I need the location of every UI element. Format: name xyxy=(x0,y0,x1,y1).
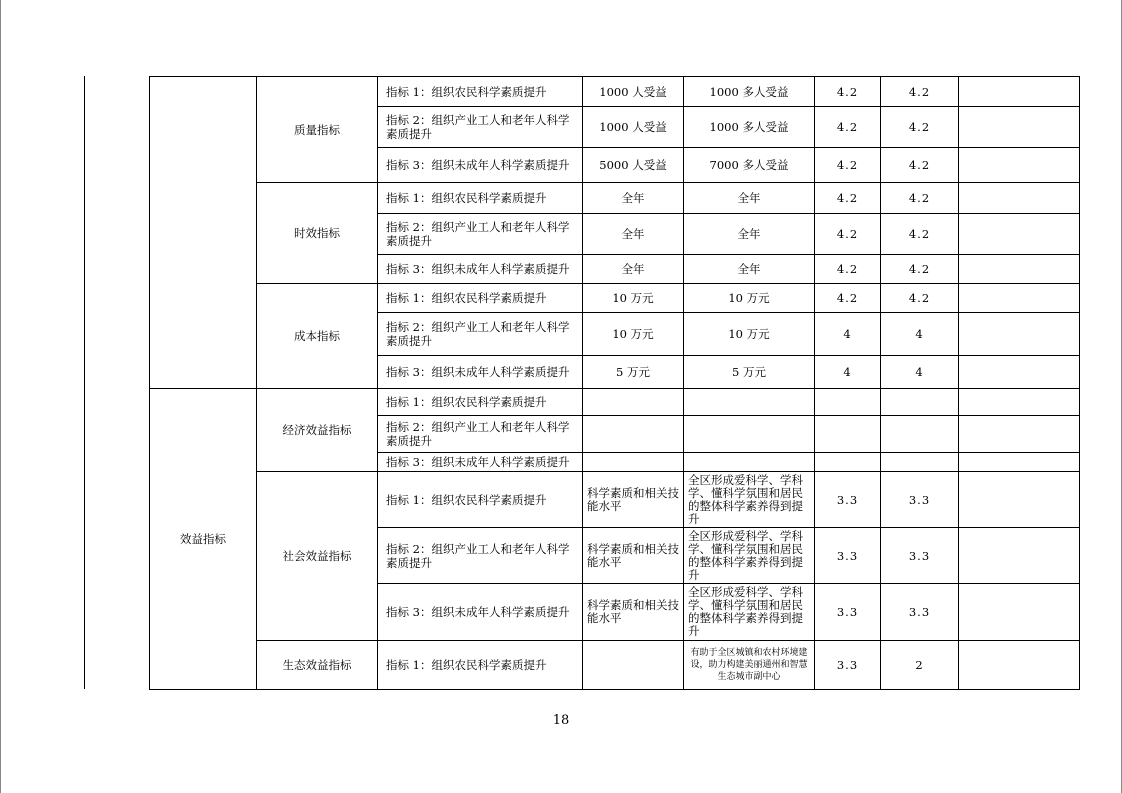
target-cell: 科学素质和相关技能水平 xyxy=(583,528,684,584)
weight-cell: 3.3 xyxy=(815,472,881,528)
actual-cell xyxy=(684,453,815,472)
target-cell: 全年 xyxy=(583,255,684,284)
remark-cell xyxy=(959,77,1080,107)
indicator-cell: 指标 3：组织未成年人科学素质提升 xyxy=(378,453,583,472)
page-number: 18 xyxy=(552,713,570,728)
indicator-cell: 指标 1：组织农民科学素质提升 xyxy=(378,389,583,416)
target-cell: 5000 人受益 xyxy=(583,148,684,183)
indicator-cell: 指标 3：组织未成年人科学素质提升 xyxy=(378,148,583,183)
table-row xyxy=(150,389,1080,416)
indicator-cell: 指标 1：组织农民科学素质提升 xyxy=(378,472,583,528)
indicator-cell: 指标 3：组织未成年人科学素质提升 xyxy=(378,584,583,641)
remark-cell xyxy=(959,453,1080,472)
indicator-cell: 指标 2：组织产业工人和老年人科学素质提升 xyxy=(378,416,583,453)
indicator-cell: 指标 1：组织农民科学素质提升 xyxy=(378,183,583,214)
weight-cell: 4.2 xyxy=(815,183,881,214)
target-cell: 1000 人受益 xyxy=(583,77,684,107)
remark-cell xyxy=(959,107,1080,148)
table-row xyxy=(150,77,1080,107)
weight-cell: 4.2 xyxy=(815,77,881,107)
group-quality: 质量指标 xyxy=(257,77,378,183)
actual-cell: 全区形成爱科学、学科学、懂科学氛围和居民的整体科学素养得到提升 xyxy=(684,584,815,641)
score-cell: 3.3 xyxy=(881,528,959,584)
table-row xyxy=(150,183,1080,214)
target-cell xyxy=(583,389,684,416)
weight-cell xyxy=(815,416,881,453)
score-cell: 4.2 xyxy=(881,255,959,284)
actual-cell: 5 万元 xyxy=(684,356,815,389)
remark-cell xyxy=(959,416,1080,453)
page-edge-left xyxy=(0,0,1,793)
group-economic: 经济效益指标 xyxy=(257,389,378,472)
indicator-cell: 指标 1：组织农民科学素质提升 xyxy=(378,77,583,107)
remark-cell xyxy=(959,183,1080,214)
actual-cell: 7000 多人受益 xyxy=(684,148,815,183)
weight-cell: 4 xyxy=(815,356,881,389)
actual-cell xyxy=(684,389,815,416)
weight-cell: 4.2 xyxy=(815,148,881,183)
score-cell: 4.2 xyxy=(881,77,959,107)
indicator-cell: 指标 2：组织产业工人和老年人科学素质提升 xyxy=(378,107,583,148)
score-cell: 3.3 xyxy=(881,584,959,641)
actual-cell: 全年 xyxy=(684,255,815,284)
target-cell: 科学素质和相关技能水平 xyxy=(583,472,684,528)
score-cell: 4.2 xyxy=(881,107,959,148)
actual-cell: 1000 多人受益 xyxy=(684,107,815,148)
indicator-cell: 指标 2：组织产业工人和老年人科学素质提升 xyxy=(378,528,583,584)
weight-cell: 4 xyxy=(815,313,881,356)
target-cell: 10 万元 xyxy=(583,313,684,356)
actual-cell: 全年 xyxy=(684,214,815,255)
score-cell: 3.3 xyxy=(881,472,959,528)
indicator-cell: 指标 2：组织产业工人和老年人科学素质提升 xyxy=(378,214,583,255)
group-timeliness: 时效指标 xyxy=(257,183,378,284)
remark-cell xyxy=(959,356,1080,389)
score-cell: 4.2 xyxy=(881,214,959,255)
weight-cell: 3.3 xyxy=(815,641,881,690)
score-cell: 4.2 xyxy=(881,183,959,214)
remark-cell xyxy=(959,148,1080,183)
target-cell xyxy=(583,453,684,472)
remark-cell xyxy=(959,389,1080,416)
indicator-cell: 指标 3：组织未成年人科学素质提升 xyxy=(378,255,583,284)
score-cell: 4.2 xyxy=(881,148,959,183)
target-cell: 1000 人受益 xyxy=(583,107,684,148)
target-cell: 10 万元 xyxy=(583,284,684,313)
score-cell xyxy=(881,416,959,453)
actual-cell xyxy=(684,416,815,453)
indicator-cell: 指标 1：组织农民科学素质提升 xyxy=(378,641,583,690)
actual-cell: 全区形成爱科学、学科学、懂科学氛围和居民的整体科学素养得到提升 xyxy=(684,528,815,584)
indicator-cell: 指标 1：组织农民科学素质提升 xyxy=(378,284,583,313)
indicator-cell: 指标 2：组织产业工人和老年人科学素质提升 xyxy=(378,313,583,356)
table-row xyxy=(150,284,1080,313)
weight-cell: 4.2 xyxy=(815,255,881,284)
group-cost: 成本指标 xyxy=(257,284,378,389)
score-cell: 2 xyxy=(881,641,959,690)
weight-cell: 4.2 xyxy=(815,214,881,255)
table-row xyxy=(150,472,1080,528)
score-cell: 4 xyxy=(881,356,959,389)
target-cell: 科学素质和相关技能水平 xyxy=(583,584,684,641)
remark-cell xyxy=(959,584,1080,641)
group-ecological: 生态效益指标 xyxy=(257,641,378,690)
performance-indicator-table xyxy=(149,76,1080,690)
target-cell: 全年 xyxy=(583,214,684,255)
target-cell: 全年 xyxy=(583,183,684,214)
level1-cell-blank xyxy=(150,77,257,389)
table-left-rule xyxy=(84,76,85,689)
weight-cell: 4.2 xyxy=(815,284,881,313)
weight-cell: 4.2 xyxy=(815,107,881,148)
target-cell xyxy=(583,641,684,690)
level1-benefit: 效益指标 xyxy=(150,389,257,690)
remark-cell xyxy=(959,528,1080,584)
actual-cell: 有助于全区城镇和农村环境建设，助力构建美丽通州和智慧生态城市副中心 xyxy=(684,641,815,690)
target-cell xyxy=(583,416,684,453)
weight-cell xyxy=(815,453,881,472)
weight-cell xyxy=(815,389,881,416)
remark-cell xyxy=(959,214,1080,255)
actual-cell: 全区形成爱科学、学科学、懂科学氛围和居民的整体科学素养得到提升 xyxy=(684,472,815,528)
actual-cell: 10 万元 xyxy=(684,313,815,356)
score-cell: 4 xyxy=(881,313,959,356)
remark-cell xyxy=(959,284,1080,313)
weight-cell: 3.3 xyxy=(815,584,881,641)
weight-cell: 3.3 xyxy=(815,528,881,584)
remark-cell xyxy=(959,313,1080,356)
remark-cell xyxy=(959,641,1080,690)
indicator-cell: 指标 3：组织未成年人科学素质提升 xyxy=(378,356,583,389)
table-row xyxy=(150,641,1080,690)
actual-cell: 1000 多人受益 xyxy=(684,77,815,107)
score-cell: 4.2 xyxy=(881,284,959,313)
remark-cell xyxy=(959,255,1080,284)
remark-cell xyxy=(959,472,1080,528)
actual-cell: 10 万元 xyxy=(684,284,815,313)
target-cell: 5 万元 xyxy=(583,356,684,389)
score-cell xyxy=(881,453,959,472)
score-cell xyxy=(881,389,959,416)
group-social: 社会效益指标 xyxy=(257,472,378,641)
actual-cell: 全年 xyxy=(684,183,815,214)
